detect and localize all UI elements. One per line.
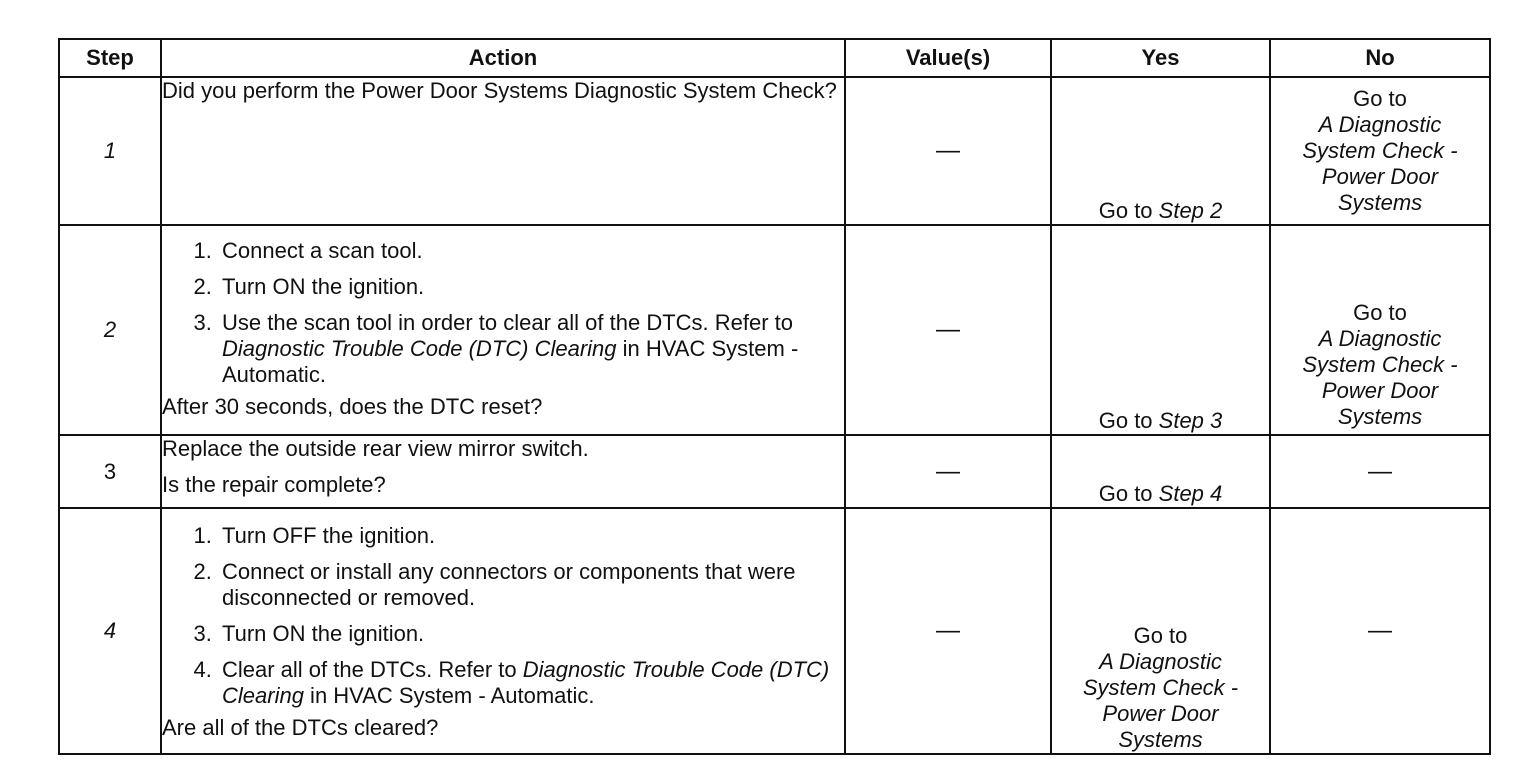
action-step-text: Clear all of the DTCs. Refer to [222, 657, 523, 682]
action-step-text: in HVAC System - Automatic. [303, 683, 595, 708]
action-step-item: 2. Turn ON the ignition. [218, 274, 844, 300]
yes-line: Power Door [1102, 701, 1219, 726]
no-cell [1270, 225, 1490, 435]
action-step-text: Use the scan tool in order to clear all of the DTCs. Refer to [222, 310, 794, 335]
action-step-item [218, 310, 844, 388]
action-step-text: in HVAC System - Automatic. [222, 336, 799, 387]
no-line: A Diagnostic [1318, 112, 1442, 137]
header-no: No [1270, 39, 1490, 77]
no-line: Go to [1353, 86, 1407, 111]
yes-step-ref: Step 2 [1158, 198, 1223, 223]
yes-prefix: Go to [1098, 198, 1159, 223]
action-question: After 30 seconds, does the DTC reset? [162, 394, 543, 419]
action-steps-list [162, 238, 844, 388]
step-number: 3 [59, 435, 161, 508]
no-line: Go to [1353, 300, 1407, 325]
action-step-item: 3. Turn ON the ignition. [218, 621, 844, 647]
action-steps-list [162, 523, 844, 709]
yes-cell [1051, 225, 1270, 435]
action-step-item [218, 657, 844, 709]
action-text: Replace the outside rear view mirror switch. [162, 436, 589, 461]
action-step-ref: Diagnostic Trouble Code (DTC) Clearing [222, 336, 617, 361]
value-cell: — [845, 77, 1051, 225]
header-row [59, 39, 1490, 77]
value-cell: — [845, 225, 1051, 435]
yes-prefix: Go to [1098, 408, 1159, 433]
action-question: Is the repair complete? [162, 472, 386, 497]
table-row [59, 508, 1490, 754]
step-number: 2 [59, 225, 161, 435]
yes-line: A Diagnostic [1099, 649, 1222, 674]
value-cell: — [845, 435, 1051, 508]
no-line: Power Door [1321, 164, 1439, 189]
action-cell [161, 225, 845, 435]
step-number: 1 [59, 77, 161, 225]
table-row [59, 225, 1490, 435]
no-line: Systems [1337, 190, 1423, 215]
header-action: Action [161, 39, 845, 77]
table-row [59, 77, 1490, 225]
no-line: System Check - [1302, 138, 1458, 163]
no-line: A Diagnostic [1318, 326, 1442, 351]
step-number: 4 [59, 508, 161, 754]
no-cell: — [1270, 508, 1490, 754]
no-cell [1270, 77, 1490, 225]
header-values: Value(s) [845, 39, 1051, 77]
no-line: System Check - [1302, 352, 1458, 377]
yes-prefix: Go to [1098, 481, 1159, 506]
table-row [59, 435, 1490, 508]
no-line: Power Door [1321, 378, 1439, 403]
action-cell [161, 508, 845, 754]
yes-line: Go to [1133, 623, 1188, 648]
diagnostic-table [58, 38, 1491, 755]
header-yes: Yes [1051, 39, 1270, 77]
action-cell [161, 435, 845, 508]
value-cell: — [845, 508, 1051, 754]
yes-step-ref: Step 3 [1158, 408, 1223, 433]
no-cell: — [1270, 435, 1490, 508]
action-question: Are all of the DTCs cleared? [162, 715, 439, 740]
no-line: Systems [1337, 404, 1423, 429]
yes-cell [1051, 508, 1270, 754]
action-step-item: 2. Connect or install any connectors or components that were disconnected or removed. [218, 559, 844, 611]
yes-cell [1051, 77, 1270, 225]
action-step-item: 1. Connect a scan tool. [218, 238, 844, 264]
action-step-item: 1. Turn OFF the ignition. [218, 523, 844, 549]
yes-line: System Check - [1082, 675, 1239, 700]
header-step: Step [59, 39, 161, 77]
action-step-ref: Diagnostic Trouble Code (DTC) Clearing [222, 657, 830, 708]
action-cell [161, 77, 845, 225]
yes-cell [1051, 435, 1270, 508]
yes-step-ref: Step 4 [1158, 481, 1223, 506]
action-text: Did you perform the Power Door Systems Diagnostic System Check? [162, 78, 837, 103]
yes-line: Systems [1118, 727, 1203, 752]
